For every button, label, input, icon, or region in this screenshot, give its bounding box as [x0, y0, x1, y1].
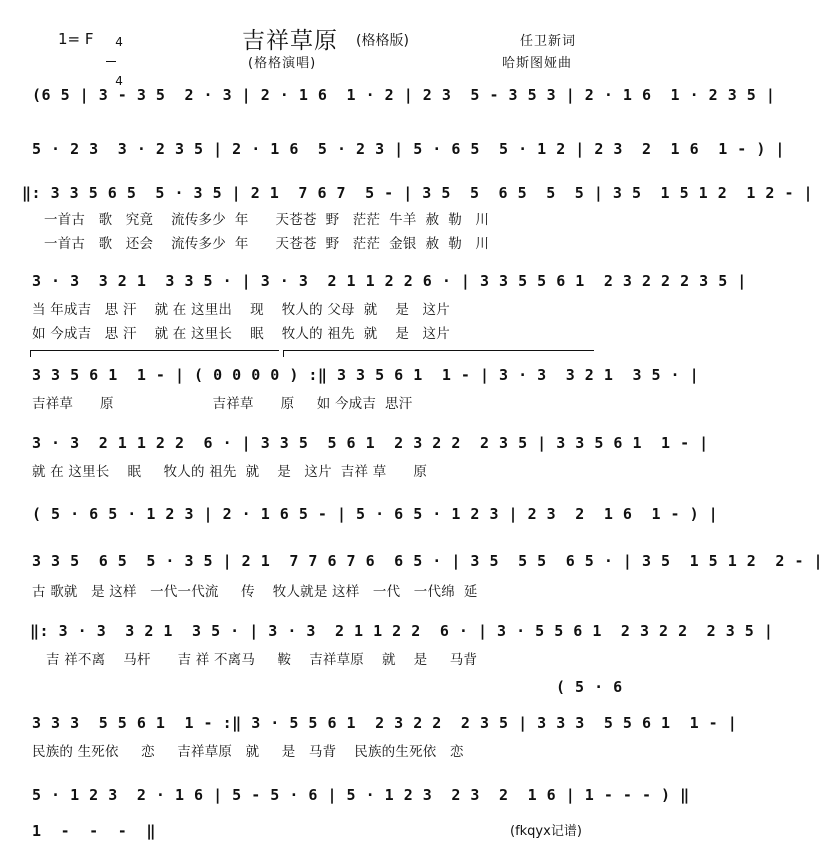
meter-top: 4	[115, 35, 123, 49]
lyric-line-5: 古 歌就 是 这样 一代一代流 传 牧人就是 这样 一代 一代绵 延	[32, 584, 478, 600]
notation-line-2: 5 · 2 3 3 · 2 3 5 | 2 · 1 6 5 · 2 3 | 5 · 6 5 5 · 1 2 | 2 3 2 1 6 1 - ) |	[32, 140, 785, 158]
meter-bar	[106, 61, 116, 62]
notation-pickup: ( 5 · 6	[556, 678, 623, 696]
notation-line-12: 1 - - - ‖	[32, 822, 156, 840]
lyric-line-1b: 一首古 歌 还会 流传多少 年 天苍苍 野 茫茫 金银 赦 勒 川	[44, 236, 490, 252]
lyric-line-2a: 当 年成吉 思 汗 就 在 这里出 现 牧人的 父母 就 是 这片	[32, 302, 450, 318]
lyric-line-7: 民族的 生死依 恋 吉祥草原 就 是 马背 民族的生死依 恋	[32, 744, 464, 760]
key-signature: 1= F	[58, 30, 94, 48]
lyric-line-2b: 如 今成吉 思 汗 就 在 这里长 眠 牧人的 祖先 就 是 这片	[32, 326, 450, 342]
lyric-line-3: 吉祥草 原 吉祥草 原 如 今成吉 思汗	[32, 396, 413, 412]
volta-second-ending	[283, 350, 594, 357]
volta-first-ending	[30, 350, 279, 357]
composer-credit: 哈斯图娅曲	[502, 56, 573, 71]
lyric-line-6: 吉 祥不离 马杆 吉 祥 不离马 鞍 吉祥草原 就 是 马背	[46, 652, 478, 668]
lyric-line-4: 就 在 这里长 眠 牧人的 祖先 就 是 这片 吉祥 草 原	[32, 464, 428, 480]
singer-credit: (格格演唱)	[248, 56, 317, 71]
notation-line-7: ( 5 · 6 5 · 1 2 3 | 2 · 1 6 5 - | 5 · 6 5 · 1 2 3 | 2 3 2 1 6 1 - ) |	[32, 505, 719, 523]
notation-line-1: (6 5 | 3 - 3 5 2 · 3 | 2 · 1 6 1 · 2 | 2 3 5 - 3 5 3 | 2 · 1 6 1 · 2 3 5 |	[32, 86, 776, 104]
notation-line-4: 3 · 3 3 2 1 3 3 5 · | 3 · 3 2 1 1 2 2 6 · | 3 3 5 5 6 1 2 3 2 2 2 3 5 |	[32, 272, 747, 290]
notation-line-6: 3 · 3 2 1 1 2 2 6 · | 3 3 5 5 6 1 2 3 2 2 2 3 5 | 3 3 5 6 1 1 - |	[32, 434, 709, 452]
song-title: 吉祥草原	[242, 28, 338, 54]
lyricist-credit: 任卫新词	[520, 34, 577, 49]
meter-bottom: 4	[115, 74, 123, 88]
notation-line-10: 3 3 3 5 5 6 1 1 - :‖ 3 · 5 5 6 1 2 3 2 2 2 3 5 | 3 3 3 5 5 6 1 1 - |	[32, 714, 738, 732]
notation-line-9: ‖: 3 · 3 3 2 1 3 5 · | 3 · 3 2 1 1 2 2 6 · | 3 · 5 5 6 1 2 3 2 2 2 3 5 |	[30, 622, 774, 640]
notation-line-5: 3 3 5 6 1 1 - | ( 0 0 0 0 ) :‖ 3 3 5 6 1 1 - | 3 · 3 3 2 1 3 5 · |	[32, 366, 700, 384]
notation-line-11: 5 · 1 2 3 2 · 1 6 | 5 - 5 · 6 | 5 · 1 2 3 2 3 2 1 6 | 1 - - - ) ‖	[32, 786, 690, 804]
notation-line-8: 3 3 5 6 5 5 · 3 5 | 2 1 7 7 6 7 6 6 5 · | 3 5 5 5 6 5 · | 3 5 1 5 1 2 2 - |	[32, 552, 823, 570]
song-subtitle: (格格版)	[356, 33, 409, 49]
transcriber-credit: (fkqyx记谱)	[510, 824, 582, 839]
lyric-line-1a: 一首古 歌 究竟 流传多少 年 天苍苍 野 茫茫 牛羊 赦 勒 川	[44, 212, 490, 228]
notation-line-3: ‖: 3 3 5 6 5 5 · 3 5 | 2 1 7 6 7 5 - | 3 5 5 6 5 5 5 | 3 5 1 5 1 2 1 2 - |	[22, 184, 814, 202]
